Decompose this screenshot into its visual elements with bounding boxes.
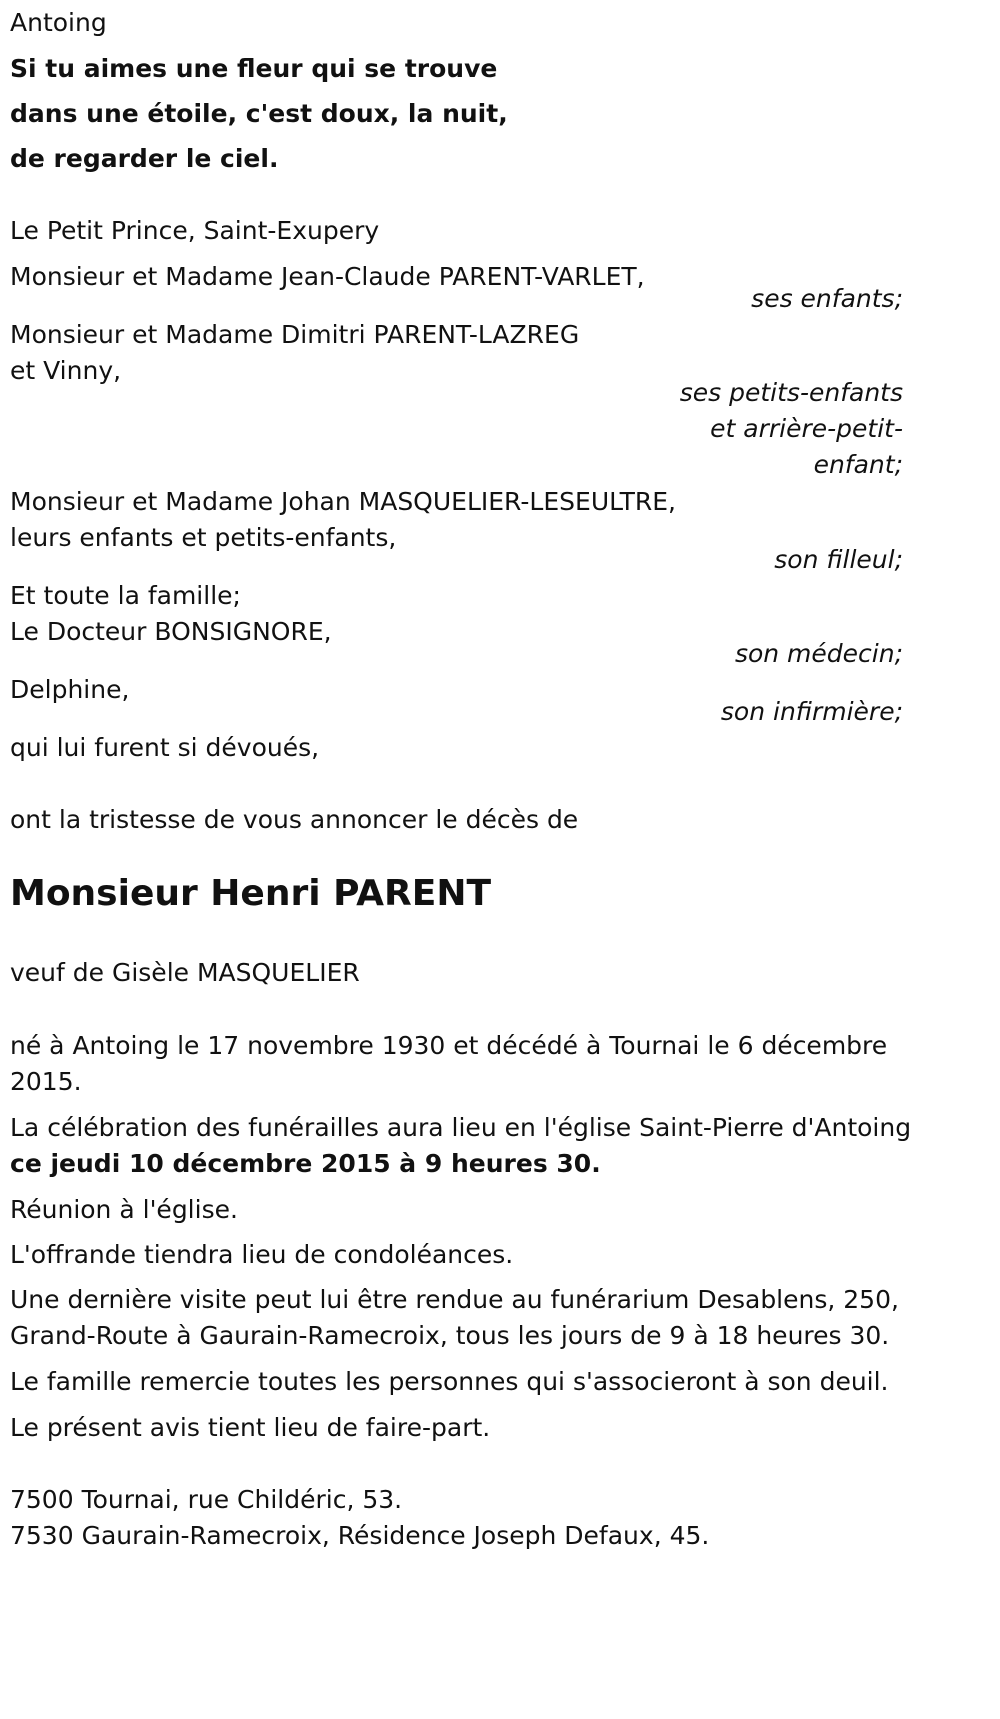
godson-names-line-2: leurs enfants et petits-enfants, bbox=[10, 523, 397, 552]
meeting-line: Réunion à l'église. bbox=[10, 1195, 238, 1224]
thanks-line: Le famille remercie toutes les personnes qui s'associeront à son deuil. bbox=[10, 1367, 889, 1396]
godson-names-line-1: Monsieur et Madame Johan MASQUELIER-LESEULTRE, bbox=[10, 487, 676, 516]
visit-line-1: Une dernière visite peut lui être rendue au funérarium Desablens, 250, bbox=[10, 1285, 899, 1314]
whole-family-line: Et toute la famille; bbox=[10, 581, 241, 610]
grandchildren-relation-line-2: et arrière-petit- bbox=[710, 414, 903, 443]
widower-line: veuf de Gisèle MASQUELIER bbox=[10, 958, 360, 987]
offering-line: L'offrande tiendra lieu de condoléances. bbox=[10, 1240, 514, 1269]
nurse-relation: son infirmière; bbox=[720, 697, 903, 726]
godson-relation: son filleul; bbox=[774, 545, 903, 574]
quote-source: Le Petit Prince, Saint-Exupery bbox=[10, 216, 380, 245]
quote-line-1: Si tu aimes une fleur qui se trouve bbox=[10, 54, 498, 83]
birth-death-line-2: 2015. bbox=[10, 1067, 82, 1096]
deceased-name: Monsieur Henri PARENT bbox=[10, 873, 492, 914]
grandchildren-names-line-2: et Vinny, bbox=[10, 356, 122, 385]
funeral-datetime: ce jeudi 10 décembre 2015 à 9 heures 30. bbox=[10, 1149, 601, 1178]
celebration-line: La célébration des funérailles aura lieu en l'église Saint-Pierre d'Antoing bbox=[10, 1113, 912, 1142]
quote-line-2: dans une étoile, c'est doux, la nuit, bbox=[10, 99, 508, 128]
address-2: 7530 Gaurain-Ramecroix, Résidence Joseph Defaux, 45. bbox=[10, 1521, 710, 1550]
doctor-name: Le Docteur BONSIGNORE, bbox=[10, 617, 332, 646]
nurse-name: Delphine, bbox=[10, 675, 130, 704]
grandchildren-relation-line-1: ses petits-enfants bbox=[679, 378, 903, 407]
children-names: Monsieur et Madame Jean-Claude PARENT-VARLET, bbox=[10, 262, 645, 291]
quote-line-3: de regarder le ciel. bbox=[10, 144, 279, 173]
address-1: 7500 Tournai, rue Childéric, 53. bbox=[10, 1485, 403, 1514]
grandchildren-names-line-1: Monsieur et Madame Dimitri PARENT-LAZREG bbox=[10, 320, 580, 349]
notice-line: Le présent avis tient lieu de faire-part. bbox=[10, 1413, 491, 1442]
grandchildren-relation-line-3: enfant; bbox=[813, 450, 903, 479]
visit-line-2: Grand-Route à Gaurain-Ramecroix, tous les jours de 9 à 18 heures 30. bbox=[10, 1321, 890, 1350]
doctor-relation: son médecin; bbox=[734, 639, 903, 668]
announcement-intro: ont la tristesse de vous annoncer le décès de bbox=[10, 805, 579, 834]
birth-death-line-1: né à Antoing le 17 novembre 1930 et décédé à Tournai le 6 décembre bbox=[10, 1031, 888, 1060]
devoted-line: qui lui furent si dévoués, bbox=[10, 733, 320, 762]
children-relation: ses enfants; bbox=[751, 284, 903, 313]
city-heading: Antoing bbox=[10, 8, 107, 37]
